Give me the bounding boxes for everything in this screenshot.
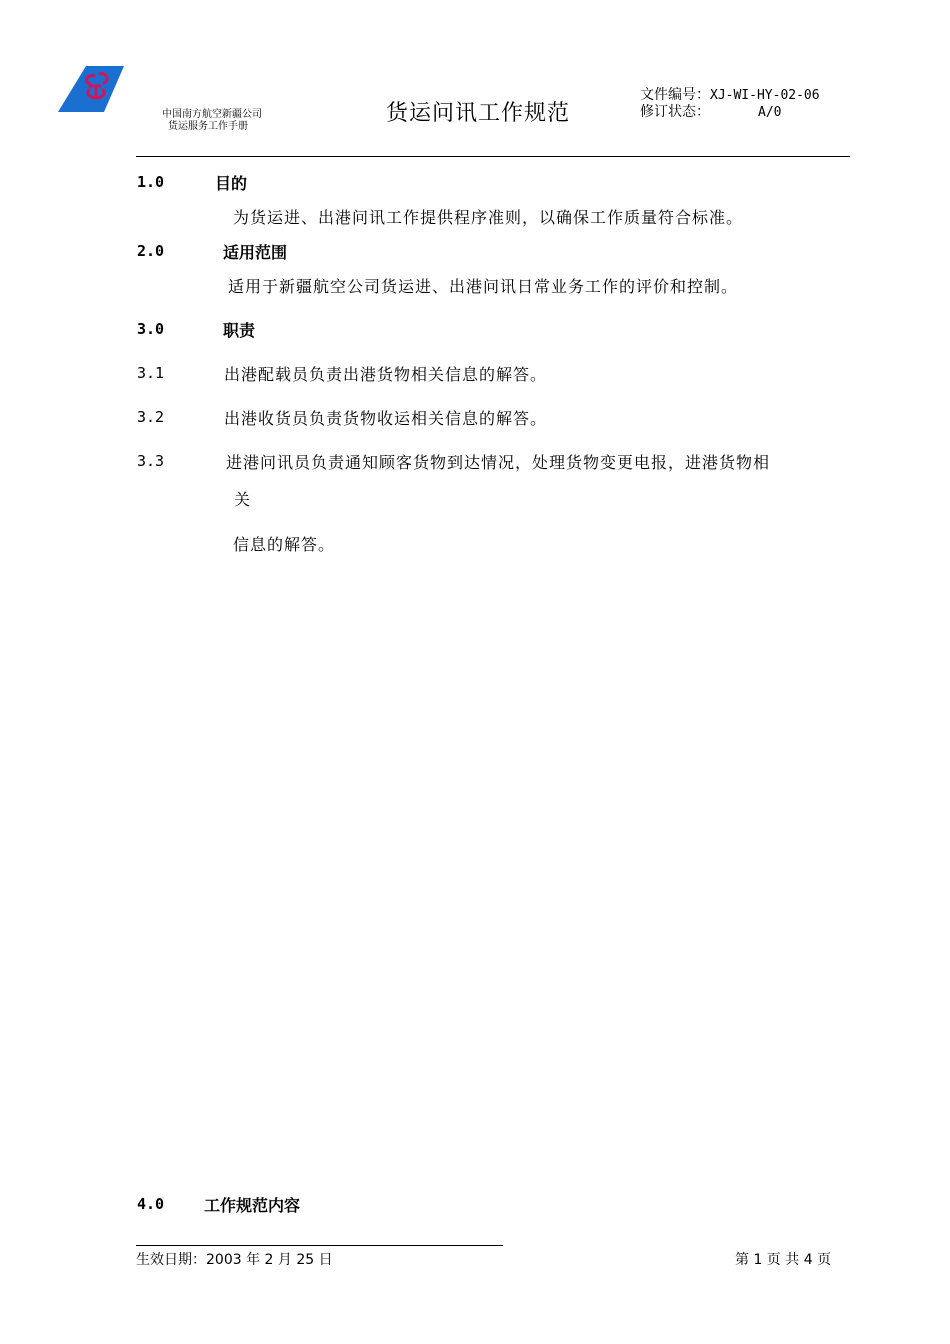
revision-value: A/0 xyxy=(758,105,782,120)
footer-divider xyxy=(136,1245,503,1246)
header-divider xyxy=(136,156,850,157)
item-3-1-number: 3.1 xyxy=(137,364,165,382)
section-4-title: 工作规范内容 xyxy=(204,1196,301,1215)
company-name xyxy=(162,109,262,133)
section-1-title: 目的 xyxy=(215,174,248,193)
document-meta xyxy=(640,87,820,121)
section-1-number: 1.0 xyxy=(137,173,165,191)
item-3-3-text-line1: 进港问讯员负责通知顾客货物到达情况，处理货物变更电报，进港货物相 xyxy=(226,453,771,472)
item-3-1-text: 出港配载员负责出港货物相关信息的解答。 xyxy=(224,365,548,384)
item-3-3-text-line3: 信息的解答。 xyxy=(233,535,336,554)
item-3-3-text-line2: 关 xyxy=(234,490,252,509)
item-3-2-text: 出港收货员负责货物收运相关信息的解答。 xyxy=(224,409,548,428)
section-4-number: 4.0 xyxy=(137,1195,165,1213)
section-2-title: 适用范围 xyxy=(223,243,288,262)
page-info: 第 1 页 共 4 页 xyxy=(735,1252,832,1268)
section-3-title: 职责 xyxy=(223,321,256,340)
section-3-number: 3.0 xyxy=(137,320,165,338)
section-2-number: 2.0 xyxy=(137,242,165,260)
item-3-3-number: 3.3 xyxy=(137,452,165,470)
item-3-2-number: 3.2 xyxy=(137,408,165,426)
company-line2: 货运服务工作手册 xyxy=(168,121,248,132)
revision-label: 修订状态： xyxy=(640,104,710,120)
doc-no-label: 文件编号： xyxy=(640,87,710,103)
section-1-text: 为货运进、出港问讯工作提供程序准则，以确保工作质量符合标准。 xyxy=(233,208,744,227)
company-line1: 中国南方航空新疆公司 xyxy=(162,109,262,120)
section-2-text: 适用于新疆航空公司货运进、出港问讯日常业务工作的评价和控制。 xyxy=(228,277,739,296)
document-title: 货运问讯工作规范 xyxy=(386,101,571,126)
airline-tail-logo-icon xyxy=(56,64,126,114)
company-logo xyxy=(56,64,126,114)
effective-date: 生效日期：2003 年 2 月 25 日 xyxy=(136,1252,333,1268)
doc-no-value: XJ-WI-HY-02-06 xyxy=(710,88,820,103)
